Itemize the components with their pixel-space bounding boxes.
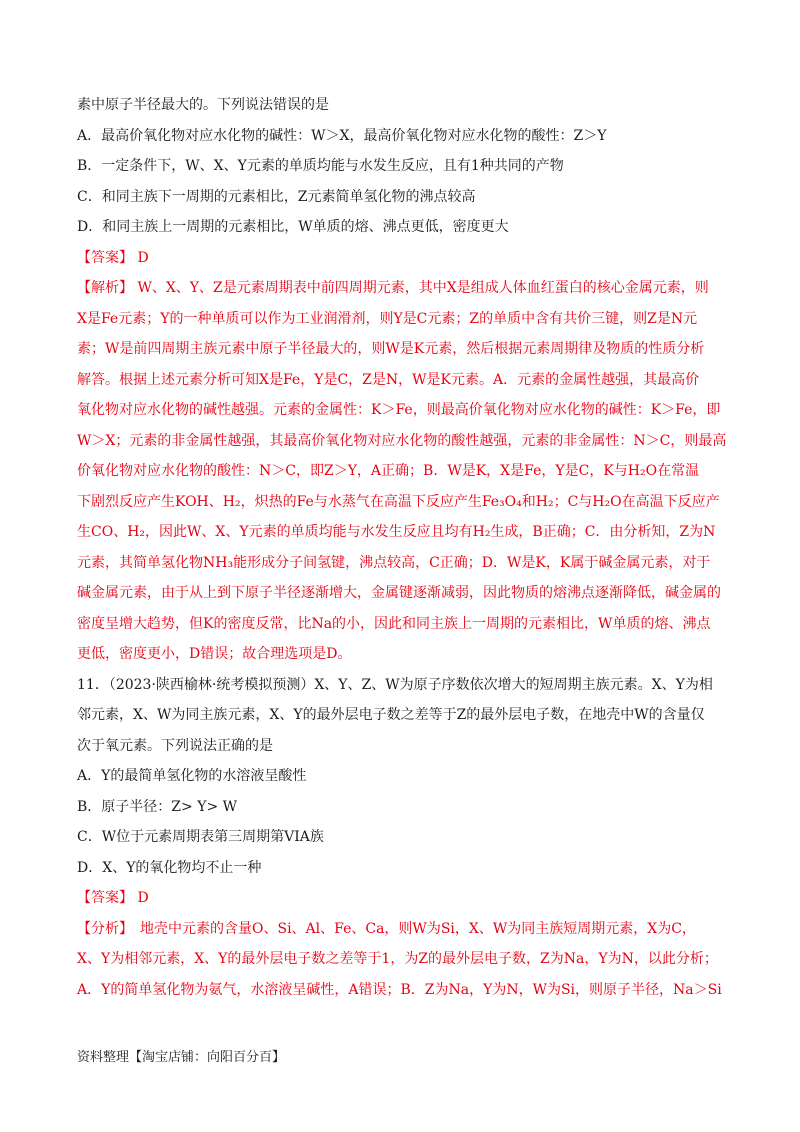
q10-answer xyxy=(77,243,727,274)
q10-analysis-line: 更低，密度更小，D错误；故合理选项是D。 xyxy=(77,646,352,662)
q10-analysis-line: 下剧烈反应产生KOH、H₂，炽热的Fe与水蒸气在高温下反应产生Fe₃O₄和H₂；C与H₂O在高温下反应产 xyxy=(77,493,720,510)
answer-label: 【答案】 xyxy=(77,890,133,906)
q10-analysis-line: W＞X；元素的非金属性越强，其最高价氧化物对应水化物的酸性越强，元素的非金属性：N＞C，则最高 xyxy=(77,432,727,449)
answer-value: D xyxy=(137,890,149,906)
q10-analysis-line: 生CO、H₂，因此W、X、Y元素的单质均能与水发生反应且均有H₂生成，B正确；C．由分析知，Z为N xyxy=(77,524,716,540)
answer-value: D xyxy=(137,249,149,266)
q10-option-d: D．和同主族上一周期的元素相比，W单质的熔、沸点更低，密度更大 xyxy=(77,219,509,235)
q10-analysis-line: 密度呈增大趋势，但K的密度反常，比Na的小，因此和同主族上一周期的元素相比，W单质的熔、沸点 xyxy=(77,615,711,632)
q11-analysis-line: X、Y为相邻元素，X、Y的最外层电子数之差等于1，为Z的最外层电子数，Z为Na，Y为N，以此分析； xyxy=(77,951,718,967)
q10-option-c: C．和同主族下一周期的元素相比，Z元素简单氢化物的沸点较高 xyxy=(77,188,476,205)
q10-analysis-line: 氧化物对应水化物的碱性越强。元素的金属性：K＞Fe，则最高价氧化物对应水化物的碱性：K＞Fe，即 xyxy=(77,402,721,418)
answer-label: 【答案】 xyxy=(77,249,133,266)
q10-analysis-line: 价氧化物对应水化物的酸性：N＞C，即Z＞Y，A正确；B．W是K，X是Fe，Y是C，K与H₂O在常温 xyxy=(77,463,700,479)
q11-stem-line: 邻元素，X、W为同主族元素，X、Y的最外层电子数之差等于Z的最外层电子数，在地壳中W的含量仅 xyxy=(77,707,705,723)
q10-analysis-line: 素；W是前四周期主族元素中原子半径最大的，则W是K元素，然后根据元素周期律及物质的性质分析 xyxy=(77,341,705,357)
q10-option-b: B．一定条件下，W、X、Y元素的单质均能与水发生反应，且有1种共同的产物 xyxy=(77,158,564,174)
q11-analysis-line: A．Y的简单氢化物为氨气，水溶液呈碱性，A错误；B．Z为Na，Y为N，W为Si，则原子半径，Na＞Si xyxy=(77,981,722,998)
q10-analysis-line: 元素，其简单氢化物NH₃能形成分子间氢键，沸点较高，C正确；D．W是K，K属于碱金属元素，对于 xyxy=(77,554,711,571)
q10-option-a: A．最高价氧化物对应水化物的碱性：W＞X，最高价氧化物对应水化物的酸性：Z＞Y xyxy=(77,127,607,144)
document-content xyxy=(77,90,727,1005)
q11-option-d: D．X、Y的氧化物均不止一种 xyxy=(77,859,262,876)
q11-option-b: B．原子半径：Z> Y> W xyxy=(77,798,238,815)
q11-analysis-line: 【分析】 地壳中元素的含量O、Si、Al、Fe、Ca，则W为Si，X、W为同主族短周期元素，X为C， xyxy=(77,920,696,937)
q11-option-c: C．W位于元素周期表第三周期第VIA族 xyxy=(77,829,324,845)
q11-option-a: A．Y的最简单氢化物的水溶液呈酸性 xyxy=(77,768,307,784)
q10-analysis-line: 【解析】 W、X、Y、Z是元素周期表中前四周期元素，其中X是组成人体血红蛋白的核心金属元素，则 xyxy=(77,280,709,296)
q11-stem-line: 11．（2023·陕西榆林·统考模拟预测）X、Y、Z、W为原子序数依次增大的短周期主族元素。X、Y为相 xyxy=(77,676,713,693)
q10-analysis-line: 碱金属元素，由于从上到下原子半径逐渐增大，金属键逐渐减弱，因此物质的熔沸点逐渐降低，碱金属的 xyxy=(77,585,721,601)
q10-stem-tail: 素中原子半径最大的。下列说法错误的是 xyxy=(77,97,329,113)
page-footer: 资料整理【淘宝店铺：向阳百分百】 xyxy=(77,1050,286,1065)
q11-stem-line: 次于氧元素。下列说法正确的是 xyxy=(77,737,273,754)
q10-analysis-line: X是Fe元素；Y的一种单质可以作为工业润滑剂，则Y是C元素；Z的单质中含有共价三键，则Z是N元 xyxy=(77,310,698,327)
q10-analysis-line: 解答。根据上述元素分析可知X是Fe，Y是C，Z是N，W是K元素。A．元素的金属性越强，其最高价 xyxy=(77,371,700,388)
q11-answer xyxy=(77,883,727,914)
